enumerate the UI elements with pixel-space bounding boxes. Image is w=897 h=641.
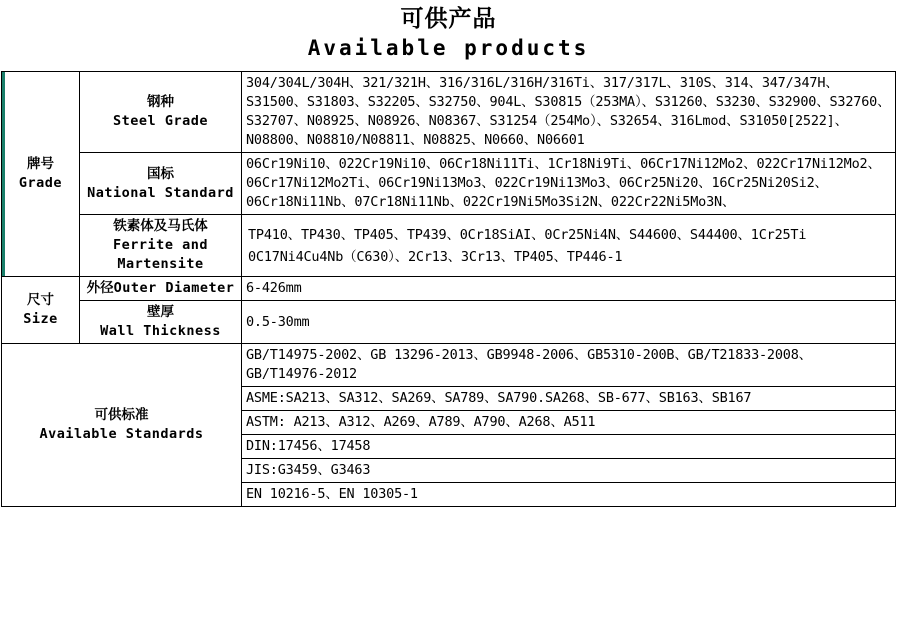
value-standard-en: EN 10216-5、EN 10305-1 <box>242 483 896 507</box>
page-title-en: Available products <box>307 36 590 60</box>
sublabel-national-standard <box>80 153 242 215</box>
table-row <box>2 344 896 387</box>
sublabel-national-standard-en: National Standard <box>87 184 234 201</box>
row-label-standards-cn: 可供标准 <box>94 407 149 423</box>
page-title <box>0 0 897 62</box>
sublabel-wall-thickness-cn: 壁厚 <box>147 304 174 320</box>
page-title-cn: 可供产品 <box>400 6 497 32</box>
value-standard-din: DIN:17456、17458 <box>242 435 896 459</box>
row-label-grade-cn: 牌号 <box>27 156 54 172</box>
sublabel-wall-thickness-en: Wall Thickness <box>100 323 221 339</box>
accent-bar <box>2 72 5 276</box>
sublabel-national-standard-cn: 国标 <box>147 165 174 182</box>
table-row <box>2 153 896 215</box>
sublabel-steel-grade-cn: 钢种 <box>147 94 174 110</box>
value-standard-gb: GB/T14975-2002、GB 13296-2013、GB9948-2006、GB5310-200B、GB/T21833-2008、GB/T14976-2012 <box>242 344 896 387</box>
table-row <box>2 301 896 344</box>
value-standard-asme: ASME:SA213、SA312、SA269、SA789、SA790.SA268、SB-677、SB163、SB167 <box>242 387 896 411</box>
value-outer-diameter: 6-426mm <box>242 277 896 301</box>
sublabel-steel-grade <box>80 72 242 153</box>
row-label-size-cn: 尺寸 <box>27 292 54 308</box>
sublabel-ferrite-martensite <box>80 215 242 277</box>
sublabel-outer-diameter-cn: 外径 <box>86 280 114 296</box>
sublabel-ferrite-martensite-cn: 铁素体及马氏体 <box>113 218 208 234</box>
sublabel-outer-diameter <box>80 277 242 301</box>
table-row <box>2 72 896 153</box>
sublabel-outer-diameter-en: Outer Diameter <box>113 280 235 296</box>
value-ferrite-martensite-line1: TP410、TP430、TP405、TP439、0Cr18SiAI、0Cr25Ni4N、S44600、S44400、1Cr25Ti <box>248 226 807 243</box>
value-wall-thickness: 0.5-30mm <box>242 301 896 344</box>
row-label-grade-en: Grade <box>18 175 63 191</box>
row-label-size-en: Size <box>23 311 58 327</box>
value-standard-jis: JIS:G3459、G3463 <box>242 459 896 483</box>
row-label-size <box>2 277 80 344</box>
value-steel-grade: 304/304L/304H、321/321H、316/316L/316H/316Ti、317/317L、310S、314、347/347H、S31500、S31803、S32205、S32750、904L、S30815（253MA）、S31260、S3230、S32900、S32760、S32707、N08925、N08926、N08367、S31254（254Mo）、S32654、316Lmod、S31050[2522]、N08800、N08810/N08811、N08825、N0660、N06601 <box>242 72 896 153</box>
row-label-standards-en: Available Standards <box>39 426 204 442</box>
value-ferrite-martensite-line2: 0C17Ni4Cu4Nb（C630）、2Cr13、3Cr13、TP405、TP446-1 <box>248 248 623 265</box>
value-ferrite-martensite <box>242 215 896 277</box>
row-label-standards <box>2 344 242 507</box>
sublabel-ferrite-martensite-en: Ferrite and Martensite <box>113 237 208 272</box>
specification-table <box>1 71 896 507</box>
row-label-grade <box>2 72 80 277</box>
value-standard-astm: ASTM: A213、A312、A269、A789、A790、A268、A511 <box>242 411 896 435</box>
table-row <box>2 215 896 277</box>
table-row <box>2 277 896 301</box>
sublabel-wall-thickness <box>80 301 242 344</box>
sublabel-steel-grade-en: Steel Grade <box>113 113 208 129</box>
value-national-standard: 06Cr19Ni10、022Cr19Ni10、06Cr18Ni11Ti、1Cr18Ni9Ti、06Cr17Ni12Mo2、022Cr17Ni12Mo2、06Cr17Ni12Mo2Ti、06Cr19Ni13Mo3、022Cr19Ni13Mo3、06Cr25Ni20、16Cr25Ni20Si2、06Cr18Ni11Nb、07Cr18Ni11Nb、022Cr19Ni5Mo3Si2N、022Cr22Ni5Mo3N、 <box>242 153 896 215</box>
